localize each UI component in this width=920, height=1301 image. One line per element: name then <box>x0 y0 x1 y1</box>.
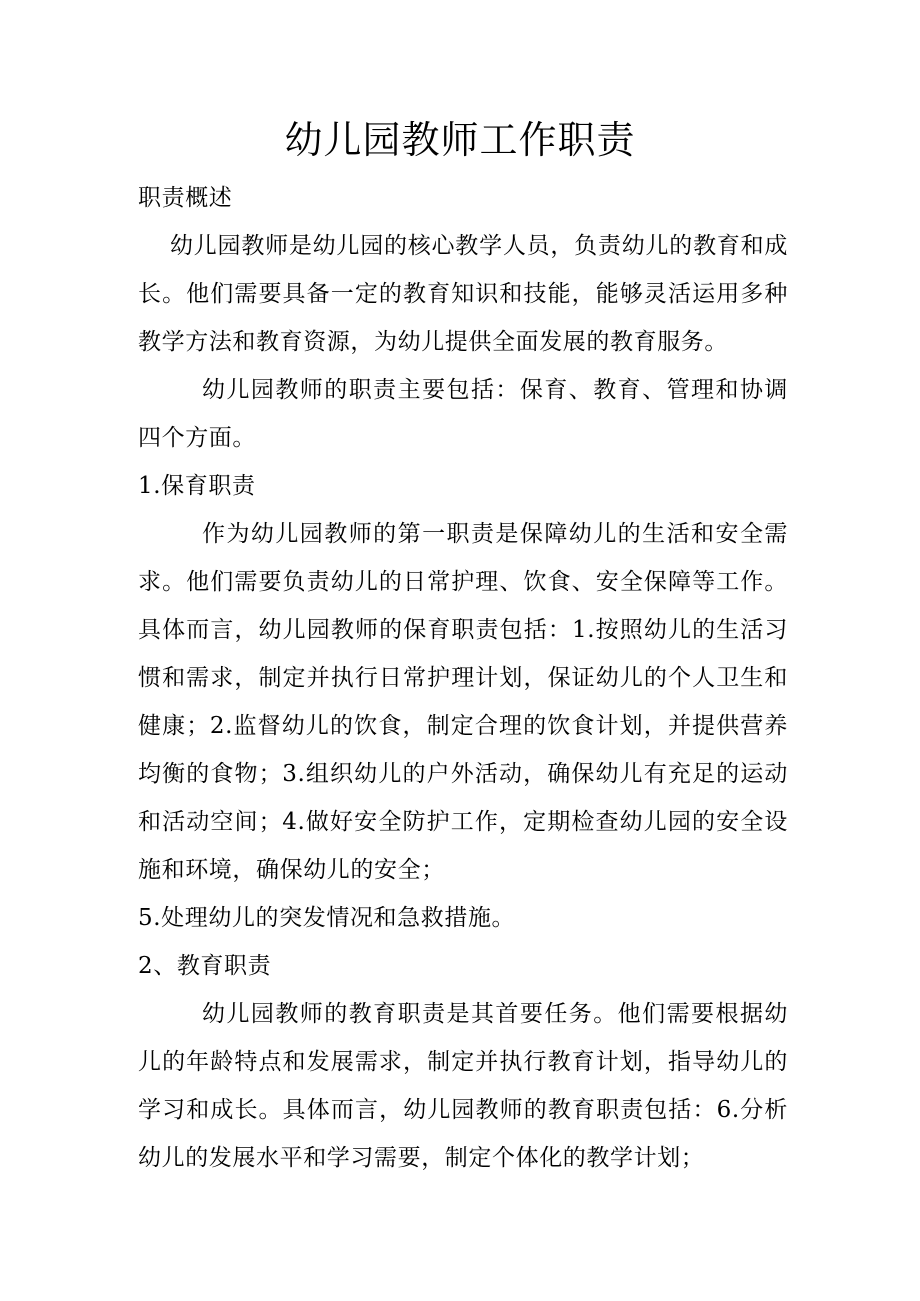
document-body <box>138 174 788 1182</box>
paragraph-overview-1: 幼儿园教师是幼儿园的核心教学人员，负责幼儿的教育和成长。他们需要具备一定的教育知识和技能，能够灵活运用多种教学方法和教育资源，为幼儿提供全面发展的教育服务。 <box>138 233 788 355</box>
paragraph-care-1: 作为幼儿园教师的第一职责是保障幼儿的生活和安全需求。他们需要负责幼儿的日常护理、饮食、安全保障等工作。具体而言，幼儿园教师的保育职责包括：1.按照幼儿的生活习惯和需求，制定并执行日常护理计划，保证幼儿的个人卫生和健康；2.监督幼儿的饮食，制定合理的饮食计划，并提供营养均衡的食物；3.组织幼儿的户外活动，确保幼儿有充足的运动和活动空间；4.做好安全防护工作，定期检查幼儿园的安全设施和环境，确保幼儿的安全； <box>138 521 788 883</box>
section-heading-education: 2、教育职责 <box>138 953 272 979</box>
paragraph-overview-2: 幼儿园教师的职责主要包括：保育、教育、管理和协调四个方面。 <box>138 377 788 451</box>
paragraph-education-1: 幼儿园教师的教育职责是其首要任务。他们需要根据幼儿的年龄特点和发展需求，制定并执行教育计划，指导幼儿的学习和成长。具体而言，幼儿园教师的教育职责包括：6.分析幼儿的发展水平和学习需要，制定个体化的教学计划； <box>138 1001 788 1171</box>
section-heading-overview: 职责概述 <box>138 185 233 211</box>
paragraph-care-2: 5.处理幼儿的突发情况和急救措施。 <box>138 905 516 931</box>
page-title: 幼儿园教师工作职责 <box>284 118 636 162</box>
section-heading-care: 1.保育职责 <box>138 473 256 499</box>
